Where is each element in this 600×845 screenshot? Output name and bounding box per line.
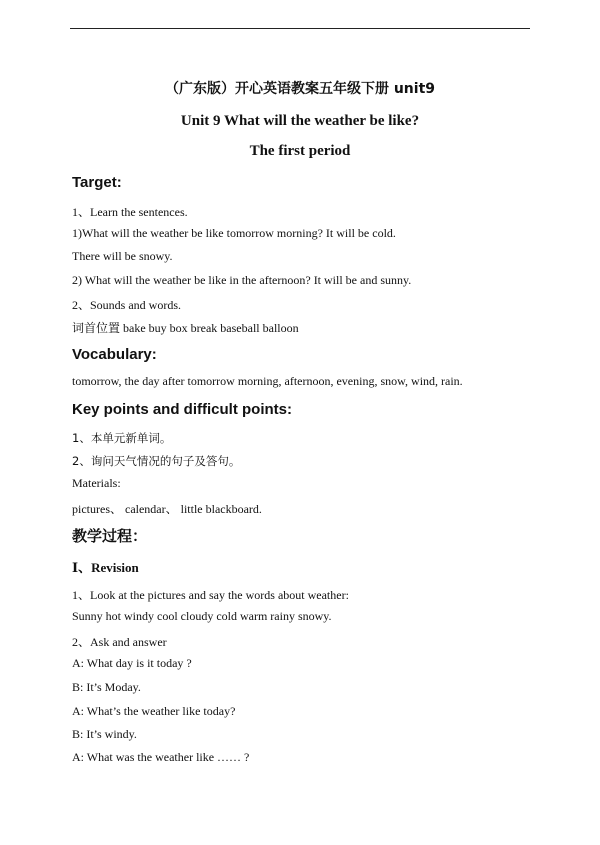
process-heading: 教学过程： — [72, 527, 148, 545]
process-line: 2、Ask and answer — [72, 635, 167, 649]
target-line: There will be snowy. — [72, 249, 173, 263]
document-title: （广东版）开心英语教案五年级下册 unit9 — [164, 81, 436, 97]
vocabulary-line: tomorrow, the day after tomorrow morning, afternoon, evening, snow, wind, rain. — [72, 374, 463, 388]
materials-line: pictures、 calendar、 little blackboard. — [72, 502, 262, 516]
dialogue-line: A: What day is it today ? — [72, 656, 192, 670]
materials-label: Materials: — [72, 476, 121, 490]
dialogue-line: B: It’s Moday. — [72, 680, 141, 694]
process-line: 1、Look at the pictures and say the words about weather: — [72, 588, 349, 602]
process-line: Sunny hot windy cool cloudy cold warm rainy snowy. — [72, 609, 332, 623]
header-rule — [70, 28, 530, 29]
vocabulary-heading: Vocabulary: — [72, 346, 157, 363]
revision-heading: Ⅰ、Revision — [72, 560, 139, 575]
target-line: 1)What will the weather be like tomorrow morning? It will be cold. — [72, 226, 396, 240]
dialogue-line: B: It’s windy. — [72, 727, 137, 741]
key-points-heading: Key points and difficult points: — [72, 401, 292, 418]
unit-title: Unit 9 What will the weather be like? — [180, 113, 420, 129]
period-title: The first period — [249, 143, 351, 159]
target-line: 1、Learn the sentences. — [72, 205, 188, 219]
dialogue-line: A: What was the weather like …… ? — [72, 750, 250, 764]
target-line: 2、Sounds and words. — [72, 298, 182, 312]
dialogue-line: A: What’s the weather like today? — [72, 704, 236, 718]
target-line: 词首位置 bake buy box break baseball balloon — [72, 321, 299, 335]
target-heading: Target: — [72, 174, 122, 191]
key-points-line: 1、本单元新单词。 — [72, 431, 172, 445]
key-points-line: 2、询问天气情况的句子及答句。 — [72, 454, 241, 468]
target-line: 2) What will the weather be like in the afternoon? It will be and sunny. — [72, 273, 412, 287]
